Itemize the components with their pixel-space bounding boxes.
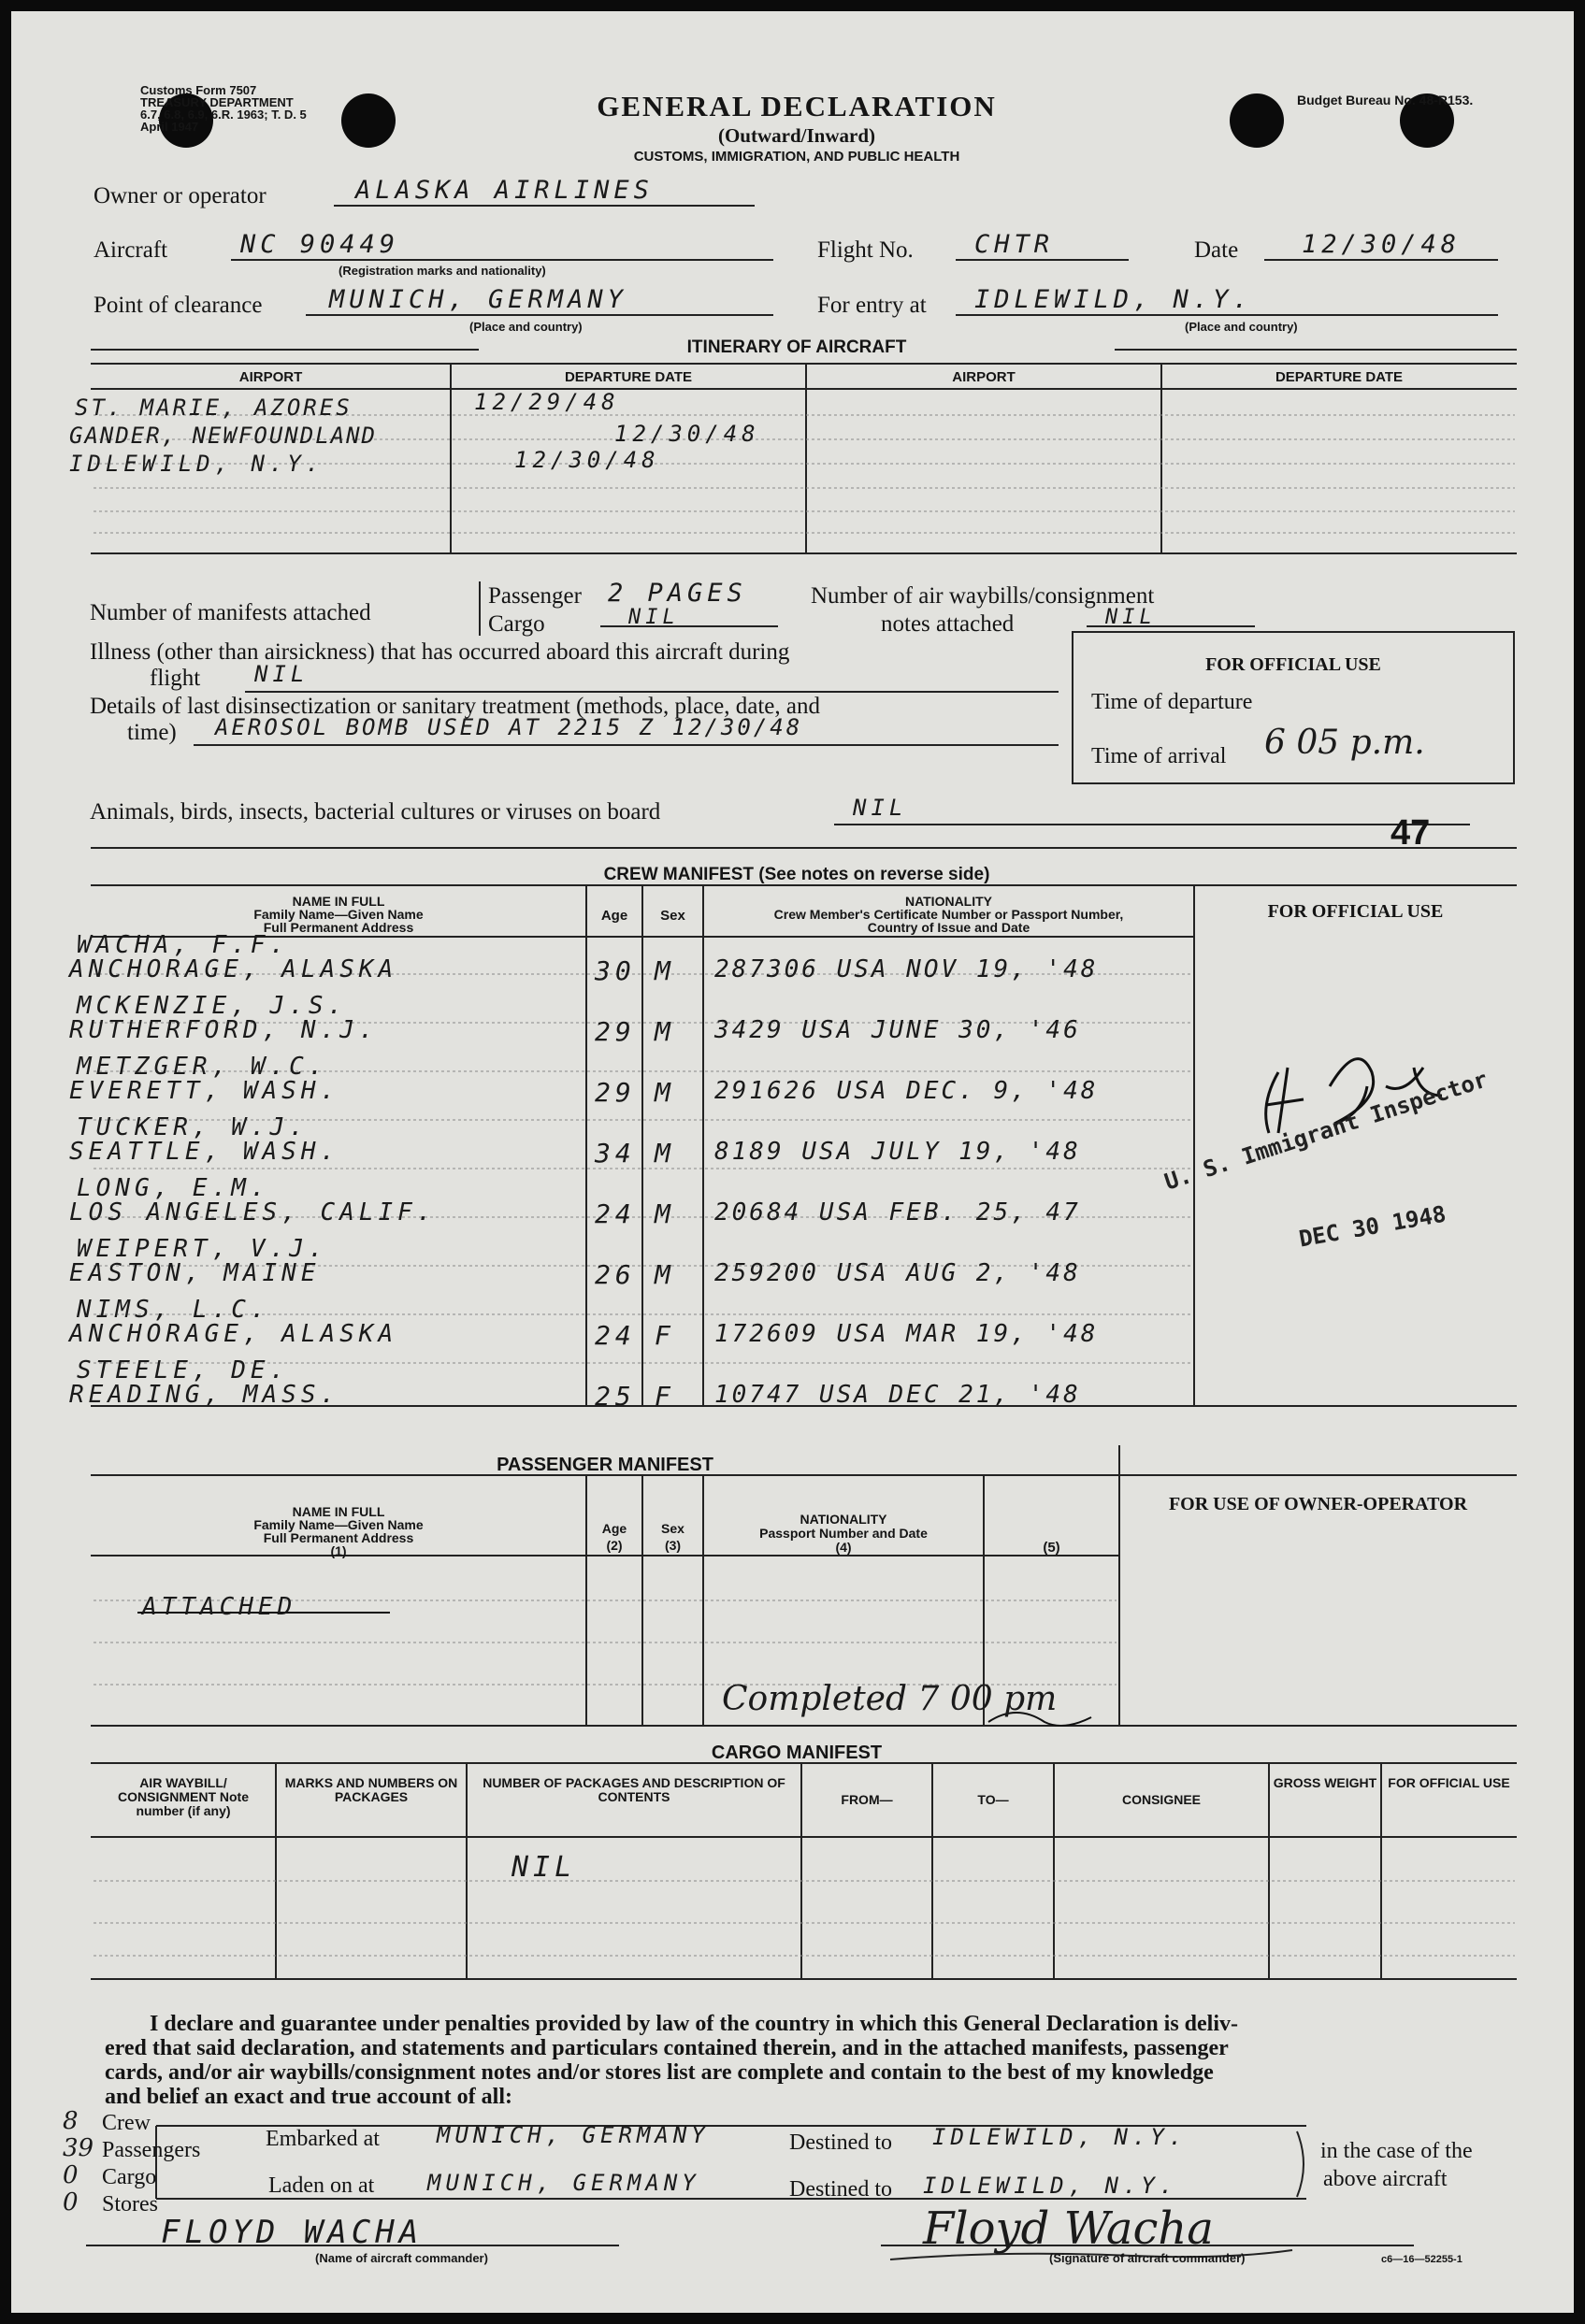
cargo-header: AIR WAYBILL/ CONSIGNMENT Note number (if any) xyxy=(118,1775,249,1818)
disinsect-label: Details of last disinsectization or sanitary treatment (methods, place, date, and xyxy=(90,694,820,719)
crew-sex: M xyxy=(655,1077,675,1108)
embarked-value: MUNICH, GERMANY xyxy=(437,2122,710,2148)
crew-age: 34 xyxy=(595,1138,636,1169)
itinerary-header-airport-2: AIRPORT xyxy=(952,369,1016,385)
commander-signature: Floyd Wacha xyxy=(923,2202,1214,2255)
crew-address: SEATTLE, WASH. xyxy=(69,1138,340,1166)
cargo-header: GROSS WEIGHT xyxy=(1273,1775,1377,1790)
crew-age: 24 xyxy=(595,1198,636,1229)
itinerary-header-departure: DEPARTURE DATE xyxy=(564,369,693,385)
crew-name: WACHA, F.F. xyxy=(77,931,290,959)
crew-age: 25 xyxy=(595,1381,636,1412)
manifests-label: Number of manifests attached xyxy=(90,600,371,625)
passenger-header-5: (5) xyxy=(1043,1540,1060,1556)
punch-hole xyxy=(341,93,396,148)
crew-name: TUCKER, W.J. xyxy=(77,1113,309,1141)
cargo-header: TO— xyxy=(977,1792,1009,1807)
itinerary-header-departure-2: DEPARTURE DATE xyxy=(1275,369,1404,385)
crew-nationality: 3429 USA JUNE 30, '46 xyxy=(714,1016,1081,1044)
crew-sex: M xyxy=(655,1198,675,1229)
crew-name: WEIPERT, V.J. xyxy=(77,1235,328,1263)
crew-header-age: Age xyxy=(600,908,628,924)
itinerary-date: 12/30/48 xyxy=(614,421,760,447)
completed-note: Completed 7 00 pm xyxy=(722,1680,1058,1718)
entry-value: IDLEWILD, N.Y. xyxy=(974,285,1253,314)
illness-label: Illness (other than airsickness) that has occurred aboard this aircraft during xyxy=(90,639,790,665)
crew-address: ANCHORAGE, ALASKA xyxy=(69,955,398,983)
cargo-header: NUMBER OF PACKAGES AND DESCRIPTION OF CONTENTS xyxy=(483,1775,785,1804)
waybills-label-2: notes attached xyxy=(881,611,1015,637)
print-code: c6—16—52255-1 xyxy=(1381,2254,1463,2265)
itinerary-airport: IDLEWILD, N.Y. xyxy=(69,451,324,477)
itinerary-date: 12/30/48 xyxy=(514,447,660,473)
crew-address: EASTON, MAINE xyxy=(69,1259,321,1287)
crew-nationality: 291626 USA DEC. 9, '48 xyxy=(714,1077,1099,1105)
cargo-header: MARKS AND NUMBERS ON PACKAGES xyxy=(284,1775,458,1804)
passenger-attached: ATTACHED xyxy=(142,1593,297,1621)
date-label: Date xyxy=(1194,237,1239,263)
crew-sex: F xyxy=(655,1381,675,1412)
laden-value: MUNICH, GERMANY xyxy=(427,2170,700,2196)
entry-note: (Place and country) xyxy=(1185,320,1298,334)
budget-bureau-number: Budget Bureau No. 48-R153. xyxy=(1297,93,1474,108)
crew-age: 30 xyxy=(595,955,636,986)
itinerary-title: ITINERARY OF AIRCRAFT xyxy=(479,337,1115,358)
itinerary-airport: GANDER, NEWFOUNDLAND xyxy=(69,423,377,449)
crew-name: NIMS, L.C. xyxy=(77,1296,270,1324)
crew-header-sex: Sex xyxy=(660,908,685,924)
crew-address: RUTHERFORD, N.J. xyxy=(69,1016,379,1044)
crew-nationality: 287306 USA NOV 19, '48 xyxy=(714,955,1099,983)
passenger-manifest-label: Passenger xyxy=(488,583,582,609)
crew-official-use: FOR OFFICIAL USE xyxy=(1267,901,1444,922)
case-note-2: above aircraft xyxy=(1323,2167,1448,2191)
form-title: GENERAL DECLARATION xyxy=(597,90,997,122)
declaration-text: I declare and guarantee under penalties provided by law of the country in which this General Declaration is deliv- ered that said declaration, and statements and particulars contained therein, and in the attached manifests, passenger cards, and/or air waybills/consignment notes and/or stores list are complete and contain to the best of my knowledge and belief an exact and true account of all: xyxy=(105,2012,1239,2109)
crew-nationality: 20684 USA FEB. 25, 47 xyxy=(714,1198,1081,1227)
inspector-stamp-date: DEC 30 1948 xyxy=(1297,1200,1448,1253)
clearance-value: MUNICH, GERMANY xyxy=(329,285,627,314)
cargo-manifest-label: Cargo xyxy=(488,611,545,637)
animals-label: Animals, birds, insects, bacterial cultures or viruses on board xyxy=(90,799,661,825)
inspector-stamp: U. S. Immigrant Inspector xyxy=(1161,1066,1491,1196)
crew-sex: M xyxy=(655,955,675,986)
cargo-manifest-title: CARGO MANIFEST xyxy=(711,1743,883,1763)
itinerary-date: 12/29/48 xyxy=(474,389,620,415)
flight-value: CHTR xyxy=(974,230,1055,259)
laden-label: Laden on at xyxy=(268,2173,375,2198)
passenger-manifest-title: PASSENGER MANIFEST xyxy=(497,1455,713,1475)
count-label: Cargo xyxy=(102,2165,157,2189)
crew-sex: M xyxy=(655,1016,675,1047)
clearance-note: (Place and country) xyxy=(469,320,583,334)
aircraft-note: (Registration marks and nationality) xyxy=(339,264,546,278)
destined-label-2: Destined to xyxy=(789,2177,892,2202)
passenger-header-name: NAME IN FULL Family Name—Given Name Full Permanent Address (1) xyxy=(253,1504,424,1558)
count-value: 39 xyxy=(63,2134,94,2162)
crew-header-nationality: NATIONALITY Crew Member's Certificate Number or Passport Number, Country of Issue and Date xyxy=(773,894,1124,935)
waybills-label: Number of air waybills/consignment xyxy=(811,583,1155,609)
crew-name: LONG, E.M. xyxy=(77,1174,270,1202)
passenger-header-age: Age (2) xyxy=(601,1521,627,1553)
disinsect-value: AEROSOL BOMB USED AT 2215 Z 12/30/48 xyxy=(215,714,803,740)
flight-label: Flight No. xyxy=(817,237,914,263)
itinerary-header-airport: AIRPORT xyxy=(238,369,303,385)
crew-sex: M xyxy=(655,1259,675,1290)
commander-name-note: (Name of aircraft commander) xyxy=(315,2251,488,2265)
crew-age: 29 xyxy=(595,1077,636,1108)
crew-name: METZGER, W.C. xyxy=(77,1053,328,1081)
crew-nationality: 172609 USA MAR 19, '48 xyxy=(714,1320,1099,1348)
form-subtitle-2: CUSTOMS, IMMIGRATION, AND PUBLIC HEALTH xyxy=(633,149,960,165)
case-note: in the case of the xyxy=(1320,2139,1473,2163)
punch-hole xyxy=(1230,93,1284,148)
commander-name: FLOYD WACHA xyxy=(161,2214,424,2251)
signature-note: (Signature of aircraft commander) xyxy=(1049,2251,1246,2265)
crew-header-name: NAME IN FULL Family Name—Given Name Full Permanent Address xyxy=(253,894,424,935)
count-label: Passengers xyxy=(102,2138,201,2162)
count-label: Stores xyxy=(102,2192,158,2216)
clearance-label: Point of clearance xyxy=(94,293,263,318)
entry-label: For entry at xyxy=(817,293,927,318)
illness-label-2: flight xyxy=(150,666,201,691)
departure-time-label: Time of departure xyxy=(1091,690,1253,714)
passenger-manifest-value: 2 PAGES xyxy=(608,579,747,608)
official-use-title: FOR OFFICIAL USE xyxy=(1205,654,1381,675)
aircraft-label: Aircraft xyxy=(94,237,168,263)
cargo-header: CONSIGNEE xyxy=(1121,1792,1201,1807)
crew-age: 26 xyxy=(595,1259,636,1290)
cargo-header: FROM— xyxy=(841,1792,893,1807)
crew-address: ANCHORAGE, ALASKA xyxy=(69,1320,398,1348)
itinerary-airport: ST. MARIE, AZORES xyxy=(75,395,353,421)
count-value: 0 xyxy=(63,2161,79,2189)
owner-label: Owner or operator xyxy=(94,183,267,208)
disinsect-label-2: time) xyxy=(127,720,177,745)
cargo-header: FOR OFFICIAL USE xyxy=(1388,1775,1510,1790)
form-subtitle: (Outward/Inward) xyxy=(717,124,875,147)
destined-value: IDLEWILD, N.Y. xyxy=(932,2124,1188,2150)
passenger-header-sex: Sex (3) xyxy=(661,1521,684,1553)
crew-age: 29 xyxy=(595,1016,636,1047)
crew-manifest-title: CREW MANIFEST (See notes on reverse side) xyxy=(603,865,990,884)
crew-sex: M xyxy=(655,1138,675,1169)
crew-name: MCKENZIE, J.S. xyxy=(77,992,348,1020)
date-value: 12/30/48 xyxy=(1302,230,1462,259)
form-number: Customs Form 7507 TREASURY DEPARTMENT 6.7, 6.8, 6.9, 6.R. 1963; T. D. 5 April 1947 xyxy=(140,83,307,134)
owner-operator-use: FOR USE OF OWNER-OPERATOR xyxy=(1168,1494,1468,1514)
destined-label: Destined to xyxy=(789,2130,892,2155)
crew-address: LOS ANGELES, CALIF. xyxy=(69,1198,437,1227)
cargo-value: NIL xyxy=(512,1851,577,1884)
crew-address: READING, MASS. xyxy=(69,1381,340,1409)
aircraft-value: NC 90449 xyxy=(240,230,400,259)
count-label: Crew xyxy=(102,2111,151,2135)
destined-value-2: IDLEWILD, N.Y. xyxy=(923,2173,1178,2199)
cargo-manifest-value: NIL xyxy=(628,606,680,629)
arrival-time-label: Time of arrival xyxy=(1091,744,1227,768)
count-value: 8 xyxy=(63,2107,79,2135)
count-value: 0 xyxy=(63,2188,79,2216)
document-page xyxy=(11,11,1574,2313)
owner-value: ALASKA AIRLINES xyxy=(355,176,654,205)
embarked-label: Embarked at xyxy=(266,2127,380,2151)
passenger-header-nationality: NATIONALITY Passport Number and Date (4) xyxy=(759,1512,928,1555)
crew-nationality: 8189 USA JULY 19, '48 xyxy=(714,1138,1081,1166)
crew-address: EVERETT, WASH. xyxy=(69,1077,340,1105)
arrival-time-value: 6 05 p.m. xyxy=(1264,724,1425,762)
crew-nationality: 259200 USA AUG 2, '48 xyxy=(714,1259,1081,1287)
crew-name: STEELE, DE. xyxy=(77,1356,290,1384)
document-number: 47 xyxy=(1390,813,1431,853)
crew-sex: F xyxy=(655,1320,675,1351)
waybills-value: NIL xyxy=(1105,606,1157,629)
crew-age: 24 xyxy=(595,1320,636,1351)
illness-value: NIL xyxy=(254,661,310,687)
animals-value: NIL xyxy=(853,795,908,821)
crew-nationality: 10747 USA DEC 21, '48 xyxy=(714,1381,1081,1409)
